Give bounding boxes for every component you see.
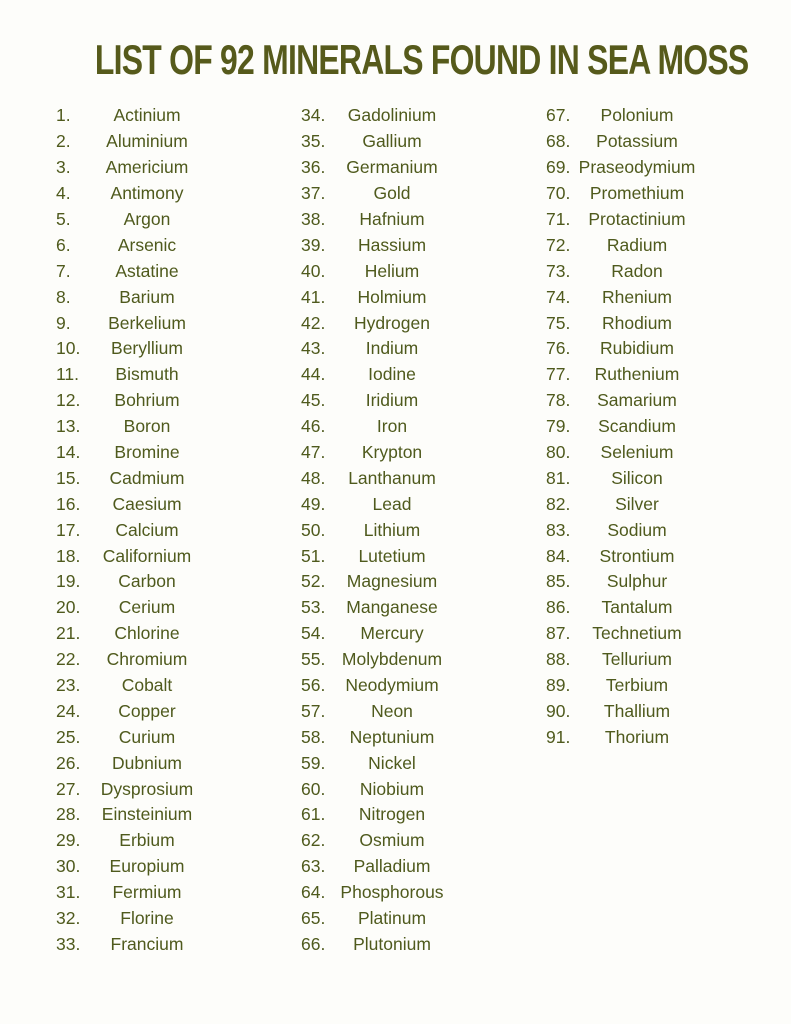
item-name: Chlorine (114, 623, 180, 644)
item-name: Magnesium (346, 571, 438, 592)
item-number: 70. (546, 183, 571, 204)
list-item (56, 155, 268, 181)
item-name: Lutetium (358, 545, 426, 566)
item-number: 23. (56, 675, 81, 696)
item-name: Rubidium (600, 338, 674, 359)
list-item (56, 362, 268, 388)
item-number: 17. (56, 519, 81, 540)
item-number: 64. (301, 882, 326, 903)
item-name: Calcium (115, 519, 179, 540)
list-item (301, 932, 513, 958)
item-name: Potassium (596, 131, 678, 152)
list-item (56, 284, 268, 310)
item-number: 46. (301, 416, 326, 437)
item-name: Barium (119, 286, 175, 307)
list-item (56, 828, 268, 854)
item-name: Europium (109, 856, 185, 877)
item-name: Lithium (363, 519, 421, 540)
list-item (56, 698, 268, 724)
item-number: 26. (56, 752, 81, 773)
item-name: Sulphur (606, 571, 668, 592)
list-item (546, 414, 758, 440)
item-name: Indium (365, 338, 419, 359)
list-item (56, 932, 268, 958)
item-name: Astatine (115, 260, 179, 281)
item-number: 36. (301, 157, 326, 178)
item-name: Arsenic (117, 234, 177, 255)
list-item (301, 310, 513, 336)
item-name: Krypton (361, 442, 423, 463)
item-name: Argon (123, 209, 171, 229)
item-name: Hafnium (359, 209, 425, 229)
list-item (56, 543, 268, 569)
item-name: Bohrium (114, 390, 180, 411)
item-name: Scandium (598, 416, 676, 437)
item-number: 91. (546, 726, 571, 747)
list-item (56, 906, 268, 932)
item-name: Iron (376, 416, 408, 437)
list-item (546, 595, 758, 621)
list-item (301, 440, 513, 466)
item-number: 31. (56, 882, 81, 903)
item-name: Selenium (600, 442, 674, 463)
list-item (56, 647, 268, 673)
item-name: Tantalum (601, 597, 673, 618)
item-name: Terbium (605, 675, 669, 696)
list-item (546, 129, 758, 155)
item-name: Strontium (599, 545, 675, 566)
item-number: 5. (56, 209, 71, 229)
list-item (546, 155, 758, 181)
list-item (301, 284, 513, 310)
list-item (301, 232, 513, 258)
item-name: Palladium (353, 856, 431, 877)
item-name: Cadmium (109, 467, 185, 488)
list-item (546, 232, 758, 258)
item-number: 6. (56, 234, 71, 255)
item-name: Bismuth (115, 364, 179, 385)
item-number: 61. (301, 804, 326, 825)
list-item (301, 336, 513, 362)
item-name: Platinum (357, 908, 427, 929)
page-title: LIST OF 92 MINERALS FOUND IN SEA MOSS (94, 36, 749, 83)
item-number: 74. (546, 286, 571, 307)
item-name: Thorium (604, 726, 670, 747)
list-item (56, 621, 268, 647)
item-name: Phosphorous (340, 882, 444, 903)
item-name: Dysprosium (100, 778, 194, 799)
item-number: 13. (56, 416, 81, 437)
item-name: Holmium (357, 286, 427, 307)
item-name: Francium (110, 933, 184, 954)
mineral-column-1 (56, 103, 268, 957)
item-name: Bromine (114, 442, 180, 463)
item-name: Iodine (368, 364, 416, 385)
list-item (546, 310, 758, 336)
item-number: 66. (301, 933, 326, 954)
item-number: 44. (301, 364, 326, 385)
item-number: 71. (546, 209, 571, 229)
list-item (301, 129, 513, 155)
item-number: 40. (301, 260, 326, 281)
item-number: 37. (301, 183, 326, 204)
list-item (546, 440, 758, 466)
item-name: Radium (606, 234, 668, 255)
item-number: 58. (301, 726, 326, 747)
item-number: 19. (56, 571, 81, 592)
item-number: 62. (301, 830, 326, 851)
item-name: Caesium (112, 493, 182, 514)
item-name: Erbium (119, 830, 175, 851)
list-item (546, 465, 758, 491)
item-number: 8. (56, 286, 71, 307)
item-name: Cerium (118, 597, 176, 618)
item-number: 90. (546, 700, 571, 721)
item-number: 75. (546, 312, 571, 333)
item-name: Protactinium (588, 209, 686, 229)
list-item (546, 362, 758, 388)
list-item (301, 698, 513, 724)
list-item (56, 491, 268, 517)
item-number: 29. (56, 830, 81, 851)
item-number: 87. (546, 623, 571, 644)
item-number: 2. (56, 131, 71, 152)
list-item (546, 698, 758, 724)
list-item (301, 414, 513, 440)
item-number: 41. (301, 286, 326, 307)
list-item (301, 802, 513, 828)
item-number: 24. (56, 700, 81, 721)
list-item (301, 155, 513, 181)
item-number: 55. (301, 649, 326, 670)
item-name: Radon (611, 260, 663, 281)
item-number: 77. (546, 364, 571, 385)
mineral-column-3 (546, 103, 758, 957)
item-number: 35. (301, 131, 326, 152)
item-name: Chromium (106, 649, 188, 670)
item-number: 57. (301, 700, 326, 721)
item-number: 25. (56, 726, 81, 747)
item-number: 72. (546, 234, 571, 255)
list-item (56, 465, 268, 491)
item-name: Ruthenium (594, 364, 680, 385)
item-number: 49. (301, 493, 326, 514)
item-name: Sodium (607, 519, 667, 540)
list-item (56, 232, 268, 258)
item-name: Nickel (368, 752, 416, 773)
item-number: 11. (56, 364, 80, 385)
list-item (301, 181, 513, 207)
item-number: 80. (546, 442, 571, 463)
item-name: Gadolinium (347, 105, 437, 126)
item-name: Hassium (357, 234, 427, 255)
list-item (546, 724, 758, 750)
list-item (301, 258, 513, 284)
list-item (56, 750, 268, 776)
list-item (301, 880, 513, 906)
item-name: Helium (364, 260, 420, 281)
list-item (301, 647, 513, 673)
item-name: Promethium (589, 183, 685, 204)
item-name: Carbon (118, 571, 176, 592)
item-name: Iridium (365, 390, 419, 411)
item-name: Nitrogen (358, 804, 426, 825)
list-item (301, 621, 513, 647)
item-number: 78. (546, 390, 571, 411)
item-name: Americium (105, 157, 189, 178)
list-item (546, 543, 758, 569)
item-number: 79. (546, 416, 571, 437)
list-item (301, 828, 513, 854)
item-name: Osmium (359, 830, 425, 851)
list-item (301, 906, 513, 932)
item-number: 88. (546, 649, 571, 670)
item-name: Einsteinium (101, 804, 193, 825)
list-item (301, 465, 513, 491)
item-number: 67. (546, 105, 571, 126)
item-name: Fermium (112, 882, 182, 903)
item-number: 21. (56, 623, 81, 644)
item-number: 3. (56, 157, 71, 178)
list-item (56, 207, 268, 233)
list-item (56, 673, 268, 699)
item-number: 65. (301, 908, 326, 929)
item-number: 51. (301, 545, 326, 566)
item-name: Manganese (346, 597, 438, 618)
list-item (56, 103, 268, 129)
list-item (56, 440, 268, 466)
list-item (546, 207, 758, 233)
item-number: 14. (56, 442, 81, 463)
list-item (301, 543, 513, 569)
item-name: Polonium (600, 105, 674, 126)
item-name: Molybdenum (341, 649, 443, 670)
list-item (546, 673, 758, 699)
list-item (301, 724, 513, 750)
item-number: 76. (546, 338, 571, 359)
list-item (301, 776, 513, 802)
list-item (56, 776, 268, 802)
item-number: 89. (546, 675, 571, 696)
list-item (56, 517, 268, 543)
mineral-column-2 (301, 103, 513, 957)
item-name: Silver (615, 493, 659, 514)
item-number: 7. (56, 260, 71, 281)
list-item (56, 258, 268, 284)
item-number: 59. (301, 752, 326, 773)
item-number: 28. (56, 804, 81, 825)
item-name: Hydrogen (354, 312, 430, 333)
list-item (301, 854, 513, 880)
mineral-list (0, 103, 791, 957)
item-number: 82. (546, 493, 571, 514)
item-name: Antimony (110, 183, 184, 204)
list-item (546, 336, 758, 362)
list-item (301, 673, 513, 699)
item-number: 73. (546, 260, 571, 281)
item-number: 83. (546, 519, 571, 540)
item-number: 63. (301, 856, 326, 877)
list-item (546, 284, 758, 310)
item-number: 10. (56, 338, 81, 359)
item-name: Silicon (611, 467, 663, 488)
item-number: 52. (301, 571, 326, 592)
item-name: Beryllium (111, 338, 183, 359)
item-number: 4. (56, 183, 71, 204)
list-item (301, 362, 513, 388)
item-number: 54. (301, 623, 326, 644)
list-item (56, 854, 268, 880)
list-item (56, 310, 268, 336)
list-item (546, 647, 758, 673)
item-name: Rhodium (601, 312, 673, 333)
list-item (56, 569, 268, 595)
list-item (546, 181, 758, 207)
item-number: 84. (546, 545, 571, 566)
list-item (56, 880, 268, 906)
item-name: Praseodymium (578, 157, 696, 178)
item-number: 60. (301, 778, 326, 799)
item-number: 34. (301, 105, 326, 126)
list-item (546, 491, 758, 517)
item-name: Tellurium (601, 649, 673, 670)
list-item (56, 414, 268, 440)
item-name: Aluminium (106, 131, 188, 152)
item-name: Technetium (592, 623, 682, 644)
item-number: 47. (301, 442, 326, 463)
item-name: Dubnium (111, 752, 183, 773)
list-item (56, 388, 268, 414)
item-number: 22. (56, 649, 81, 670)
item-number: 20. (56, 597, 81, 618)
item-number: 1. (56, 105, 71, 126)
list-item (301, 595, 513, 621)
item-name: Neodymium (345, 675, 439, 696)
item-number: 39. (301, 234, 326, 255)
item-name: Gold (373, 183, 411, 204)
item-number: 43. (301, 338, 326, 359)
list-item (56, 129, 268, 155)
item-number: 30. (56, 856, 81, 877)
item-number: 53. (301, 597, 326, 618)
item-name: Florine (120, 908, 174, 929)
item-name: Boron (123, 416, 171, 437)
item-number: 56. (301, 675, 326, 696)
item-name: Lanthanum (348, 467, 436, 488)
item-number: 68. (546, 131, 571, 152)
item-number: 16. (56, 493, 81, 514)
list-item (546, 569, 758, 595)
list-item (546, 621, 758, 647)
list-item (546, 103, 758, 129)
list-item (301, 207, 513, 233)
item-name: Germanium (346, 157, 438, 178)
item-number: 42. (301, 312, 326, 333)
item-name: Berkelium (108, 312, 186, 333)
item-number: 15. (56, 467, 81, 488)
item-number: 50. (301, 519, 326, 540)
item-number: 48. (301, 467, 326, 488)
item-name: Curium (118, 726, 176, 747)
item-name: Lead (372, 493, 412, 514)
item-name: Niobium (359, 778, 425, 799)
item-number: 81. (546, 467, 571, 488)
list-item (301, 517, 513, 543)
list-item (56, 336, 268, 362)
item-name: Rhenium (601, 286, 673, 307)
item-number: 85. (546, 571, 571, 592)
item-number: 38. (301, 209, 326, 229)
list-item (546, 388, 758, 414)
item-name: Thallium (603, 700, 671, 721)
list-item (301, 388, 513, 414)
item-number: 9. (56, 312, 71, 333)
item-name: Cobalt (121, 675, 173, 696)
list-item (301, 569, 513, 595)
item-name: Copper (118, 700, 176, 721)
list-item (56, 181, 268, 207)
list-item (546, 517, 758, 543)
item-number: 32. (56, 908, 81, 929)
list-item (301, 491, 513, 517)
item-number: 86. (546, 597, 571, 618)
item-name: Neptunium (349, 726, 435, 747)
item-name: Mercury (360, 623, 424, 644)
item-number: 27. (56, 778, 81, 799)
item-number: 33. (56, 933, 81, 954)
item-name: Neon (371, 700, 413, 721)
list-item (56, 724, 268, 750)
list-item (301, 103, 513, 129)
item-name: Plutonium (353, 933, 431, 954)
list-item (301, 750, 513, 776)
item-number: 12. (56, 390, 81, 411)
list-item (56, 802, 268, 828)
item-name: Samarium (597, 390, 677, 411)
item-name: Actinium (113, 105, 181, 126)
item-name: Californium (102, 545, 192, 566)
list-item (546, 258, 758, 284)
item-number: 18. (56, 545, 81, 566)
item-number: 69. (546, 157, 571, 178)
list-item (56, 595, 268, 621)
item-number: 45. (301, 390, 326, 411)
item-name: Gallium (362, 131, 422, 152)
